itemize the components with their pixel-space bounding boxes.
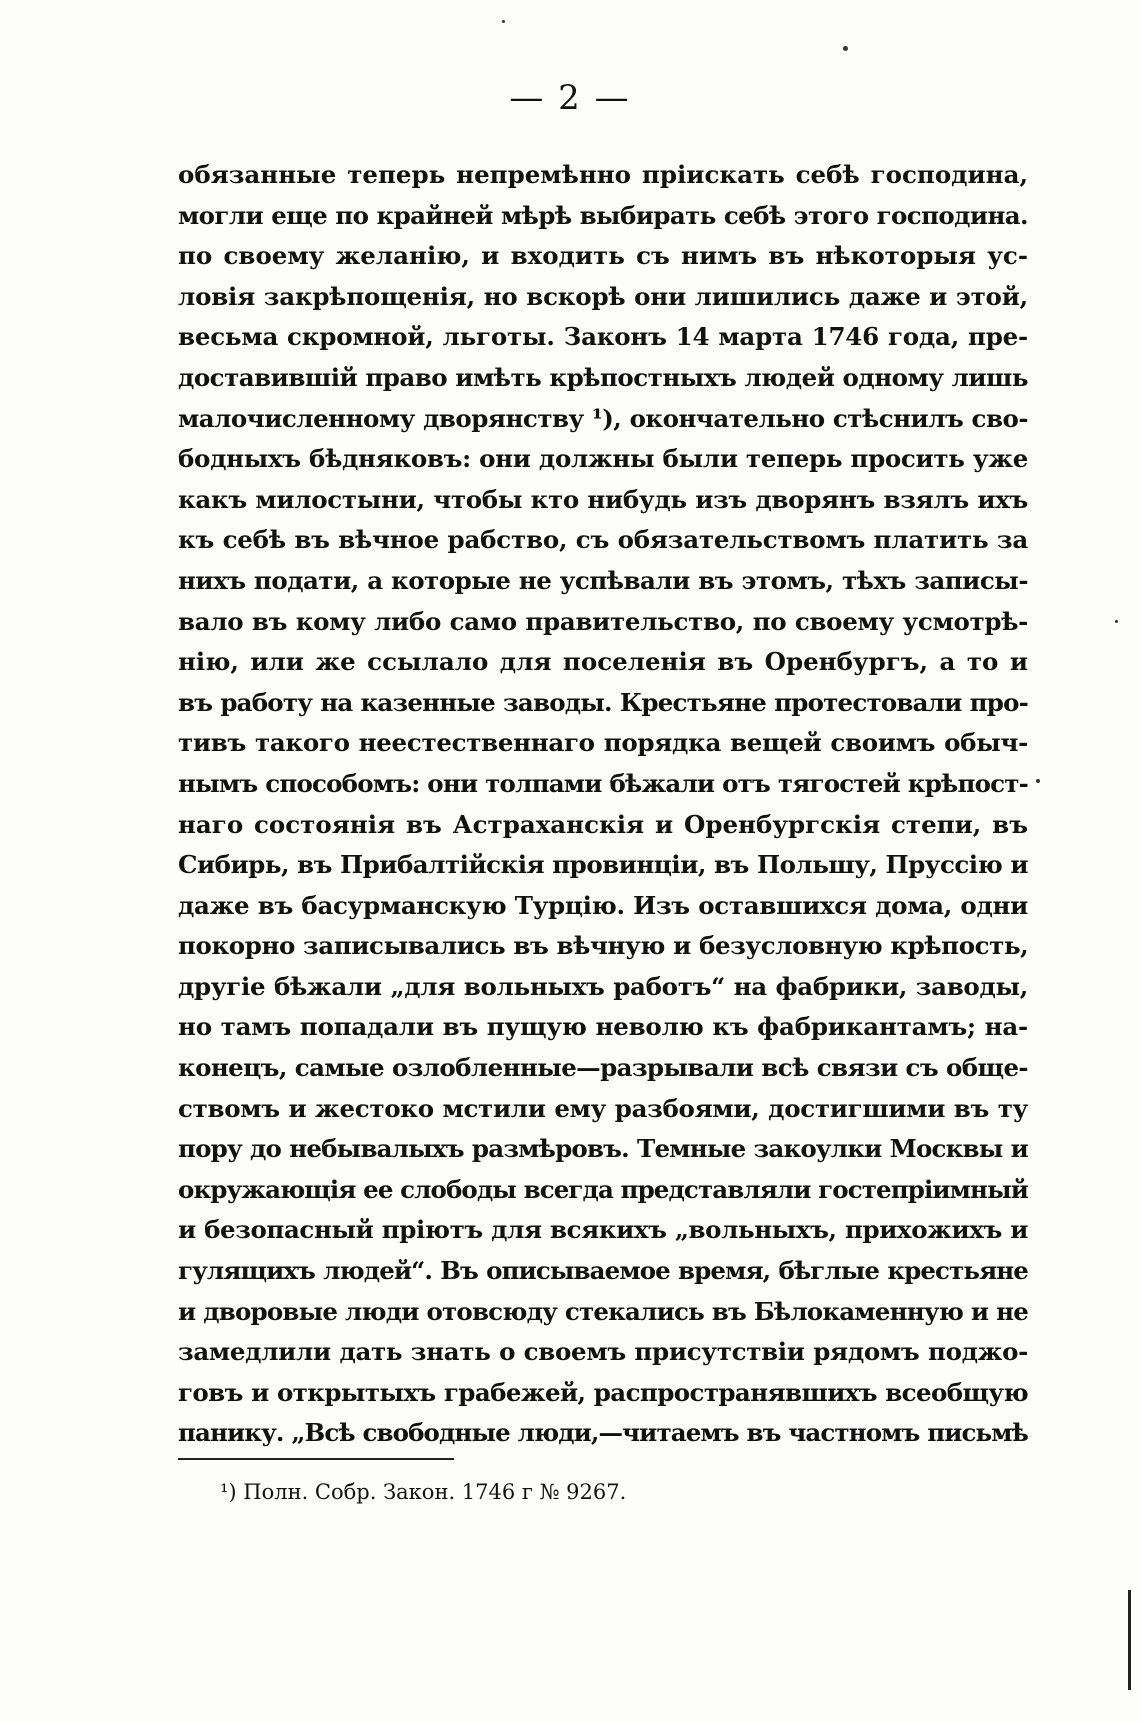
- text-line: къ себѣ въ вѣчное рабство, съ обязательствомъ платить за: [178, 525, 1028, 555]
- text-line: вало въ кому либо само правительство, по своему усмотрѣ-: [178, 606, 1028, 636]
- text-line: въ работу на казенные заводы. Крестьяне протестовали про-: [178, 687, 1028, 717]
- text-line: даже въ басурманскую Турцію. Изъ оставшихся дома, одни: [178, 890, 1028, 920]
- text-line: покорно записывались въ вѣчную и безусловную крѣпость,: [178, 931, 1029, 961]
- ink-speck: [502, 20, 505, 23]
- text-line: другіе бѣжали „для вольныхъ работъ“ на фабрики, заводы,: [178, 971, 1028, 1001]
- text-line: ловія закрѣпощенія, но вскорѣ они лишились даже и этой,: [178, 281, 1028, 311]
- text-line: нихъ подати, а которые не успѣвали въ этомъ, тѣхъ записы-: [178, 565, 1028, 595]
- ink-speck: [1115, 620, 1118, 623]
- text-line: Сибирь, въ Прибалтійскія провинціи, въ Польшу, Пруссію и: [178, 850, 1028, 880]
- text-line: и безопасный пріютъ для всякихъ „вольныхъ, прихожихъ и: [178, 1215, 1028, 1245]
- text-line: замедлили дать знать о своемъ присутствіи рядомъ поджо-: [178, 1337, 1028, 1367]
- text-line: ствомъ и жестоко мстили ему разбоями, достигшими въ ту: [178, 1093, 1028, 1123]
- text-line: какъ милостыни, чтобы кто нибудь изъ дворянъ взялъ ихъ: [178, 484, 1028, 514]
- text-line: но тамъ попадали въ пущую неволю къ фабрикантамъ; на-: [178, 1012, 1028, 1042]
- text-line: нымъ способомъ: они толпами бѣжали отъ тягостей крѣпост-: [178, 768, 1028, 798]
- page-number: — 2 —: [509, 78, 631, 118]
- text-line: панику. „Всѣ свободные люди,—читаемъ въ частномъ письмѣ: [178, 1418, 1028, 1448]
- text-line: окружающія ее слободы всегда представляли гостепріимный: [178, 1174, 1029, 1204]
- footnote-divider: [178, 1458, 454, 1460]
- ink-speck: [843, 46, 848, 51]
- text-line: нію, или же ссылало для поселенія въ Оренбургъ, а то и: [178, 647, 1028, 677]
- text-line: малочисленному дворянству ¹), окончательно стѣснилъ сво-: [178, 403, 1028, 433]
- text-line: доставившій право имѣть крѣпостныхъ людей одному лишь: [178, 362, 1028, 392]
- text-line: бодныхъ бѣдняковъ: они должны были теперь просить уже: [178, 444, 1028, 474]
- text-line: наго состоянія въ Астраханскія и Оренбургскія степи, въ: [178, 809, 1028, 839]
- text-line: по своему желанію, и входить съ нимъ въ нѣкоторыя ус-: [178, 241, 1028, 271]
- text-line: обязанные теперь непремѣнно пріискать себѣ господина,: [178, 160, 1028, 189]
- body-text: [178, 155, 1028, 1454]
- text-line: пору до небывалыхъ размѣровъ. Темные закоулки Москвы и: [178, 1134, 1028, 1164]
- text-line: гулящихъ людей“. Въ описываемое время, бѣглые крестьяне: [178, 1256, 1028, 1286]
- ink-speck: [1036, 779, 1040, 783]
- text-line: весьма скромной, льготы. Законъ 14 марта 1746 года, пре-: [178, 322, 1028, 352]
- text-line: говъ и открытыхъ грабежей, распространявшихъ всеобщую: [178, 1377, 1028, 1407]
- text-line: могли еще по крайней мѣрѣ выбирать себѣ этого господина.: [178, 200, 1028, 230]
- text-line: и дворовые люди отовсюду стекались въ Бѣлокаменную и не: [178, 1296, 1028, 1326]
- footnote: ¹) Полн. Собр. Закон. 1746 г № 9267.: [220, 1480, 627, 1504]
- page-edge-mark: [1128, 1590, 1131, 1690]
- text-line: тивъ такого неестественнаго порядка вещей своимъ обыч-: [178, 728, 1028, 758]
- text-line: конецъ, самые озлобленные—разрывали всѣ связи съ обще-: [178, 1053, 1028, 1083]
